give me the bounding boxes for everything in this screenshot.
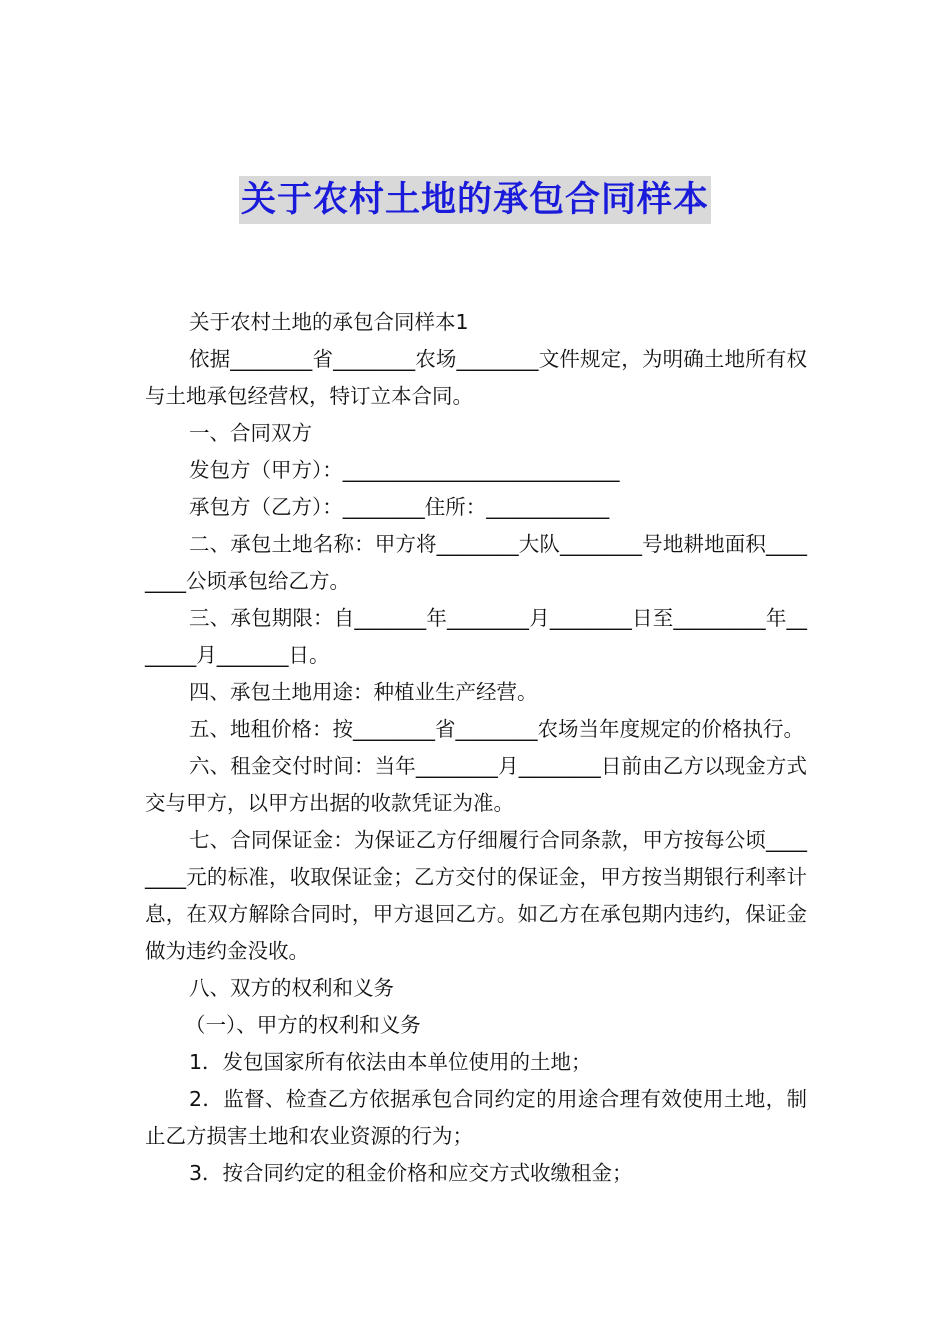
party-b-line: 承包方（乙方）：________住所：____________ xyxy=(189,495,610,519)
title-wrapper xyxy=(0,176,950,224)
item-1: 1．发包国家所有依法由本单位使用的土地； xyxy=(189,1050,592,1074)
document-title: 关于农村土地的承包合同样本 xyxy=(239,176,711,224)
paragraph-intro: 依据________省________农场________文件规定，为明确土地所有权与土地承包经营权，特订立本合同。 xyxy=(145,347,807,408)
paragraph-heading-1: 关于农村土地的承包合同样本1 xyxy=(189,310,469,334)
section-deposit: 七、合同保证金：为保证乙方仔细履行合同条款，甲方按每公顷________元的标准，收取保证金；乙方交付的保证金，甲方按当期银行利率计息，在双方解除合同时，甲方退回乙方。如乙方在承包期内违约，保证金做为违约金没收。 xyxy=(145,828,807,963)
section-rights-duties: 八、双方的权利和义务 xyxy=(189,976,394,1000)
subsection-party-a-rights: （一）、甲方的权利和义务 xyxy=(185,1013,421,1037)
document-body xyxy=(145,304,807,1192)
section-term: 三、承包期限：自_______年________月________日至_________年_______月_______日。 xyxy=(145,606,807,667)
section-rent-payment: 六、租金交付时间：当年________月________日前由乙方以现金方式交与甲方，以甲方出据的收款凭证为准。 xyxy=(145,754,807,815)
section-land-name: 二、承包土地名称：甲方将________大队________号地耕地面积________公顷承包给乙方。 xyxy=(145,532,807,593)
party-a-line: 发包方（甲方）：___________________________ xyxy=(189,458,620,482)
section-rent-price: 五、地租价格：按________省________农场当年度规定的价格执行。 xyxy=(189,717,804,741)
section-land-use: 四、承包土地用途：种植业生产经营。 xyxy=(189,680,538,704)
item-2: 2．监督、检查乙方依据承包合同约定的用途合理有效使用土地，制止乙方损害土地和农业资源的行为； xyxy=(145,1087,807,1148)
section-parties: 一、合同双方 xyxy=(189,421,312,445)
item-3: 3．按合同约定的租金价格和应交方式收缴租金； xyxy=(189,1161,633,1185)
